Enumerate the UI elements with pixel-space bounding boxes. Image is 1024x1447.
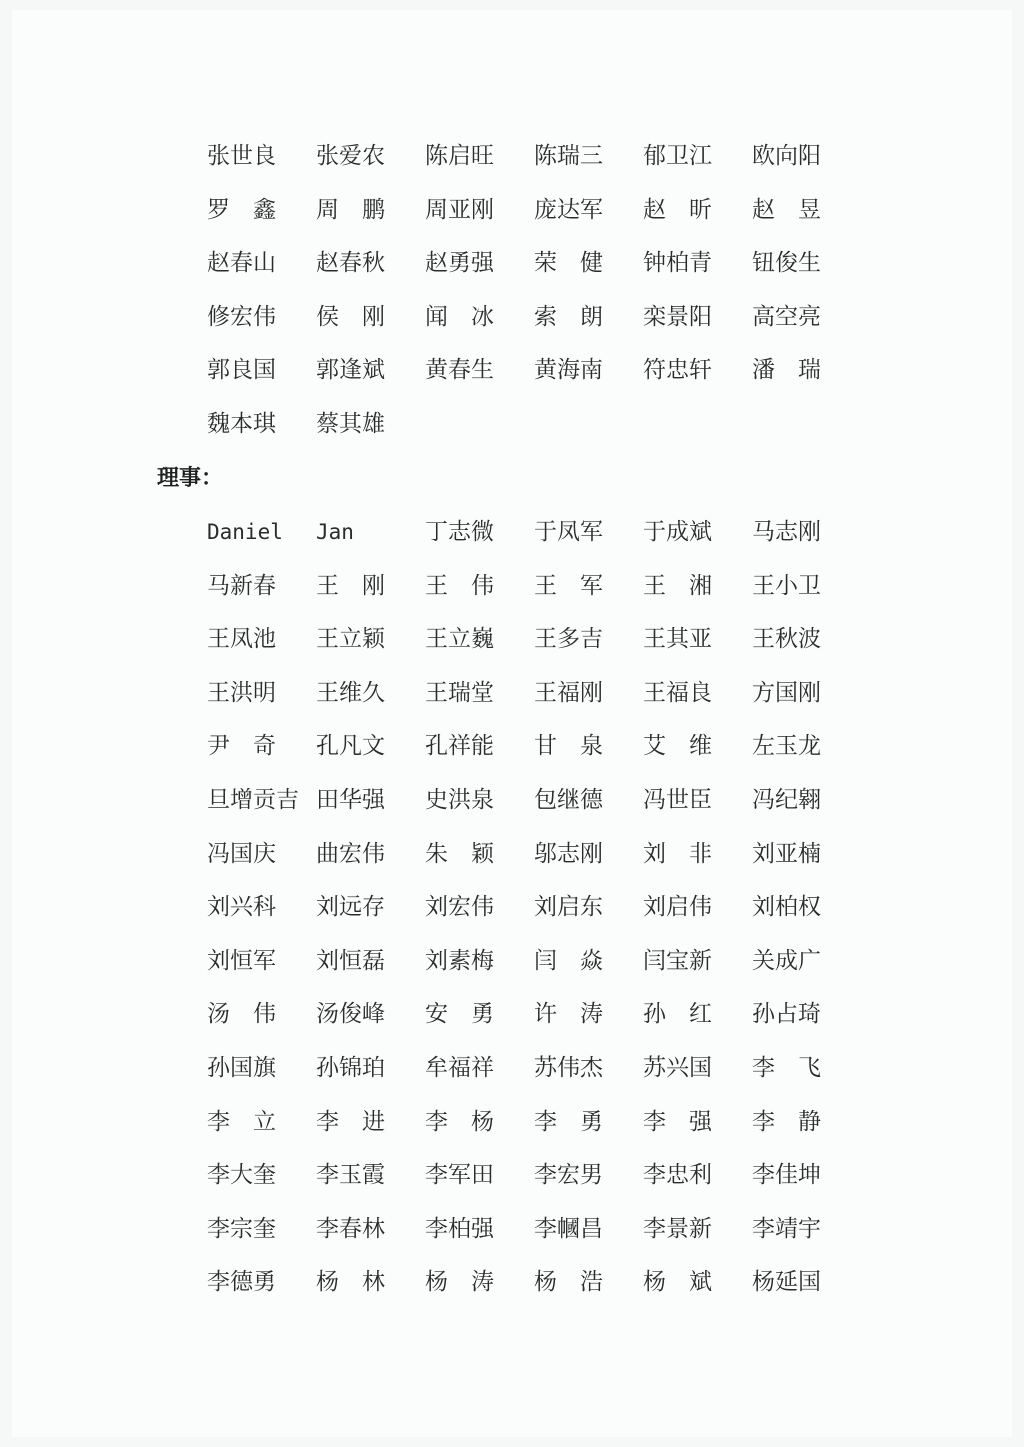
name-cell: 杨 浩 [534, 1269, 603, 1296]
directors-heading: 理事： [157, 465, 224, 491]
name-cell: 荣 健 [534, 250, 603, 277]
name-cell: 苏兴国 [643, 1054, 712, 1081]
name-cell: 符忠轩 [643, 357, 712, 384]
name-cell: 魏本琪 [207, 410, 276, 437]
name-cell: 艾 维 [643, 733, 712, 760]
name-cell: 郭良国 [207, 357, 276, 384]
name-cell: 陈启旺 [425, 143, 494, 169]
name-cell: 刘宏伟 [425, 894, 494, 921]
name-cell: 李 静 [752, 1108, 821, 1135]
name-cell: 王 伟 [425, 572, 494, 599]
name-cell: 刘启伟 [643, 894, 712, 921]
name-cell: 刘亚楠 [752, 840, 821, 867]
name-cell: 孔凡文 [316, 733, 385, 760]
name-cell: 朱 颖 [425, 840, 494, 867]
name-cell: 李 勇 [534, 1108, 603, 1135]
name-cell: 孙 红 [643, 1001, 712, 1028]
name-cell: 钮俊生 [752, 250, 821, 277]
name-cell: 高空亮 [752, 303, 821, 330]
name-cell: 尹 奇 [207, 733, 276, 760]
name-cell: 栾景阳 [643, 303, 712, 330]
name-cell: 李宗奎 [207, 1215, 276, 1242]
name-cell: 王维久 [316, 679, 385, 706]
name-cell: 侯 刚 [316, 303, 385, 330]
name-cell: 李景新 [643, 1215, 712, 1242]
name-cell: 王小卫 [752, 572, 821, 599]
name-cell: 李德勇 [207, 1269, 276, 1296]
name-cell: 李 立 [207, 1108, 276, 1135]
name-cell: 赵 昱 [752, 196, 821, 223]
name-cell: 刘素梅 [425, 947, 494, 974]
name-cell: 王 刚 [316, 572, 385, 599]
name-cell: 李 强 [643, 1108, 712, 1135]
name-cell: 孙占琦 [752, 1001, 821, 1028]
name-cell: 张爱农 [316, 143, 385, 169]
name-cell: 黄海南 [534, 357, 603, 384]
name-cell: 李宏男 [534, 1162, 603, 1189]
name-cell: 甘 泉 [534, 733, 603, 760]
name-cell: 许 涛 [534, 1001, 603, 1028]
name-cell: 杨 斌 [643, 1269, 712, 1296]
name-cell: 刘远存 [316, 894, 385, 921]
name-cell: 杨延国 [752, 1269, 821, 1296]
name-cell: 孔祥能 [425, 733, 494, 760]
name-cell: 于凤军 [534, 519, 603, 545]
name-cell: 方国刚 [752, 679, 821, 706]
name-cell: 刘恒磊 [316, 947, 385, 974]
name-cell: 牟福祥 [425, 1054, 494, 1081]
name-cell: 王凤池 [207, 626, 276, 653]
name-cell: 李佳坤 [752, 1162, 821, 1189]
name-cell: 周 鹏 [316, 196, 385, 223]
name-cell: 王其亚 [643, 626, 712, 653]
name-cell: 刘柏权 [752, 894, 821, 921]
name-cell: 蔡其雄 [316, 410, 385, 437]
name-cell: 赵勇强 [425, 250, 494, 277]
name-cell: 王福良 [643, 679, 712, 706]
name-cell: 李玉霞 [316, 1162, 385, 1189]
name-cell: 李 杨 [425, 1108, 494, 1135]
name-cell: 李柏强 [425, 1215, 494, 1242]
name-cell: 潘 瑞 [752, 357, 821, 384]
name-cell: 郁卫江 [643, 143, 712, 169]
name-cell: 李 进 [316, 1108, 385, 1135]
name-cell: 孙国旗 [207, 1054, 276, 1081]
name-cell: 李大奎 [207, 1162, 276, 1189]
name-cell: 王 湘 [643, 572, 712, 599]
name-cell: 李军田 [425, 1162, 494, 1189]
name-cell: 王福刚 [534, 679, 603, 706]
name-cell: 罗 鑫 [207, 196, 276, 223]
name-cell: 刘启东 [534, 894, 603, 921]
name-cell: 旦增贡吉 [207, 786, 299, 813]
name-cell: 田华强 [316, 786, 385, 813]
name-cell: 王秋波 [752, 626, 821, 653]
name-cell: 邬志刚 [534, 840, 603, 867]
name-cell: 汤 伟 [207, 1001, 276, 1028]
name-cell: 丁志微 [425, 519, 494, 545]
name-cell: Jan [316, 520, 354, 544]
name-cell: 杨 涛 [425, 1269, 494, 1296]
name-cell: 赵 昕 [643, 196, 712, 223]
name-cell: 安 勇 [425, 1001, 494, 1028]
name-cell: 王 军 [534, 572, 603, 599]
name-cell: 赵春山 [207, 250, 276, 277]
name-cell: 曲宏伟 [316, 840, 385, 867]
members-name-grid [207, 130, 861, 452]
name-cell: 王立颖 [316, 626, 385, 653]
name-cell: 李靖宇 [752, 1215, 821, 1242]
name-cell: 马新春 [207, 572, 276, 599]
name-cell: 刘恒军 [207, 947, 276, 974]
name-cell: 王立巍 [425, 626, 494, 653]
name-cell: 冯世臣 [643, 786, 712, 813]
name-cell: 包继德 [534, 786, 603, 813]
name-cell: 李 飞 [752, 1054, 821, 1081]
name-cell: 苏伟杰 [534, 1054, 603, 1081]
name-cell: 李幗昌 [534, 1215, 603, 1242]
name-cell: 王瑞堂 [425, 679, 494, 706]
name-cell: 张世良 [207, 143, 276, 169]
name-cell: 冯纪翱 [752, 786, 821, 813]
name-cell: 闫宝新 [643, 947, 712, 974]
name-cell: 汤俊峰 [316, 1001, 385, 1028]
name-cell: 冯国庆 [207, 840, 276, 867]
name-cell: 王洪明 [207, 679, 276, 706]
name-cell: 史洪泉 [425, 786, 494, 813]
name-cell: 刘兴科 [207, 894, 276, 921]
name-cell: 马志刚 [752, 519, 821, 545]
name-cell: 闫 焱 [534, 947, 603, 974]
name-cell: 李春林 [316, 1215, 385, 1242]
name-cell: 赵春秋 [316, 250, 385, 277]
name-cell: 孙锦珀 [316, 1054, 385, 1081]
name-cell: 修宏伟 [207, 303, 276, 330]
name-cell: 李忠利 [643, 1162, 712, 1189]
document-page [12, 10, 1012, 1437]
name-cell: 于成斌 [643, 519, 712, 545]
name-cell: 关成广 [752, 947, 821, 974]
name-cell: Daniel [207, 520, 283, 544]
name-cell: 周亚刚 [425, 196, 494, 223]
name-cell: 陈瑞三 [534, 143, 603, 169]
name-cell: 王多吉 [534, 626, 603, 653]
directors-name-grid [207, 506, 861, 1310]
name-cell: 索 朗 [534, 303, 603, 330]
name-cell: 刘 非 [643, 840, 712, 867]
name-cell: 闻 冰 [425, 303, 494, 330]
name-cell: 杨 林 [316, 1269, 385, 1296]
name-cell: 左玉龙 [752, 733, 821, 760]
name-cell: 欧向阳 [752, 143, 821, 169]
name-cell: 黄春生 [425, 357, 494, 384]
name-cell: 钟柏青 [643, 250, 712, 277]
name-cell: 庞达军 [534, 196, 603, 223]
name-cell: 郭逢斌 [316, 357, 385, 384]
